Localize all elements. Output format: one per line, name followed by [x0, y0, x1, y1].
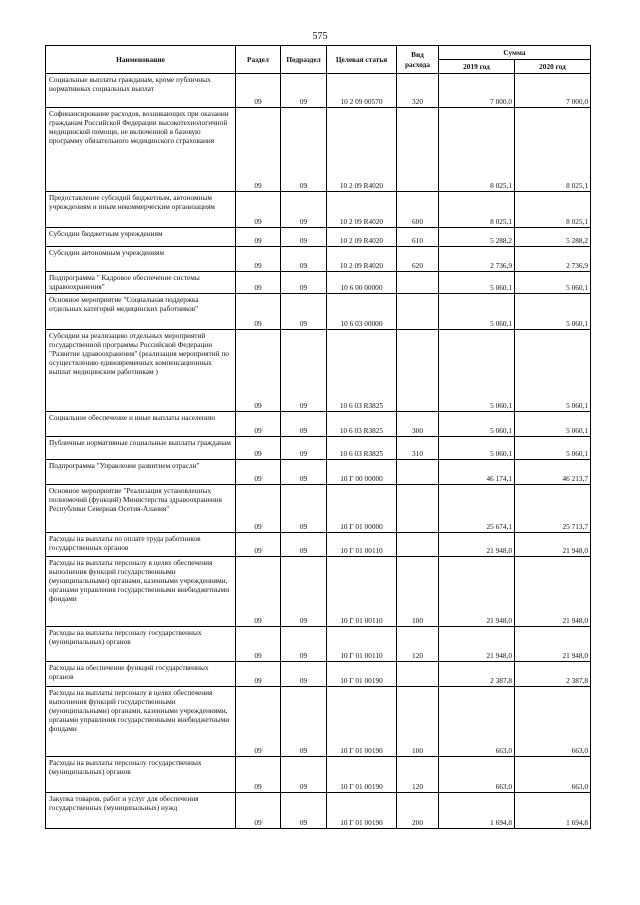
row-expense-type: 310: [397, 437, 439, 460]
row-subsection: 09: [281, 460, 327, 485]
row-name: [46, 687, 236, 757]
row-target-article: 10 Г 00 00000: [327, 460, 397, 485]
header-sum: Сумма: [439, 46, 591, 60]
row-sum-2019: 21 948,0: [439, 557, 515, 627]
row-target-article: 10 2 09 R4020: [327, 247, 397, 272]
row-sum-2020: 1 694,8: [515, 793, 591, 829]
row-section: 09: [236, 437, 281, 460]
row-target-article: 10 Г 01 00190: [327, 662, 397, 687]
row-section: 09: [236, 294, 281, 330]
row-target-article: 10 6 03 R3825: [327, 330, 397, 412]
row-subsection: 09: [281, 687, 327, 757]
row-sum-2020: 663,0: [515, 757, 591, 793]
row-expense-type: [397, 294, 439, 330]
row-sum-2020: 2 736,9: [515, 247, 591, 272]
row-name: [46, 460, 236, 485]
row-sum-2019: 663,0: [439, 757, 515, 793]
page-number: 575: [312, 31, 328, 42]
row-target-article: 10 2 09 R4020: [327, 192, 397, 228]
header-year-2020: 2020 год: [515, 60, 591, 74]
row-sum-2020: 5 060,1: [515, 272, 591, 294]
row-sum-2020: 8 025,1: [515, 108, 591, 192]
row-sum-2020: 7 000,0: [515, 74, 591, 108]
row-section: 09: [236, 228, 281, 247]
table-row: [46, 272, 591, 294]
row-subsection: 09: [281, 330, 327, 412]
row-sum-2019: 21 948,0: [439, 533, 515, 557]
row-expense-type: [397, 330, 439, 412]
row-name-text: Подпрограмма "Управление развитием отрасли": [49, 461, 200, 470]
row-sum-2019: 5 060,1: [439, 294, 515, 330]
row-sum-2019: 46 174,1: [439, 460, 515, 485]
row-expense-type: [397, 108, 439, 192]
row-sum-2020: 21 948,0: [515, 557, 591, 627]
row-name: [46, 533, 236, 557]
row-sum-2019: 2 387,8: [439, 662, 515, 687]
row-name-text: Расходы на выплаты персоналу государственных (муниципальных) органов: [49, 758, 202, 777]
row-section: 09: [236, 108, 281, 192]
row-section: 09: [236, 757, 281, 793]
row-name-text: Социальные выплаты гражданам, кроме публичных нормативных социальных выплат: [49, 75, 211, 94]
budget-table: [45, 45, 591, 829]
row-section: 09: [236, 330, 281, 412]
row-name-text: Расходы на выплаты по оплате труда работников государственных органов: [49, 534, 201, 553]
row-expense-type: [397, 272, 439, 294]
row-subsection: 09: [281, 272, 327, 294]
row-name: [46, 485, 236, 533]
row-name: [46, 108, 236, 192]
row-section: 09: [236, 662, 281, 687]
row-expense-type: 320: [397, 74, 439, 108]
row-name-text: Расходы на обеспечение функций государственных органов: [49, 663, 209, 682]
table-row: [46, 437, 591, 460]
row-subsection: 09: [281, 557, 327, 627]
row-subsection: 09: [281, 793, 327, 829]
row-section: 09: [236, 793, 281, 829]
row-subsection: 09: [281, 74, 327, 108]
header-section: Раздел: [236, 46, 281, 74]
row-expense-type: [397, 662, 439, 687]
row-name: [46, 557, 236, 627]
row-subsection: 09: [281, 627, 327, 662]
row-section: 09: [236, 687, 281, 757]
table-header: [46, 46, 591, 74]
table-row: [46, 533, 591, 557]
row-name: [46, 662, 236, 687]
row-expense-type: 610: [397, 228, 439, 247]
row-name: [46, 627, 236, 662]
row-sum-2020: 25 713,7: [515, 485, 591, 533]
table-row: [46, 74, 591, 108]
row-sum-2019: 2 736,9: [439, 247, 515, 272]
row-section: 09: [236, 557, 281, 627]
row-name: [46, 412, 236, 437]
table-row: [46, 192, 591, 228]
row-name: [46, 793, 236, 829]
row-expense-type: 200: [397, 793, 439, 829]
header-year-2019: 2019 год: [439, 60, 515, 74]
row-sum-2020: 663,0: [515, 687, 591, 757]
row-name: [46, 192, 236, 228]
row-expense-type: [397, 485, 439, 533]
row-sum-2020: 5 288,2: [515, 228, 591, 247]
row-expense-type: [397, 533, 439, 557]
row-sum-2020: 5 060,1: [515, 294, 591, 330]
row-sum-2020: 21 948,0: [515, 627, 591, 662]
row-sum-2020: 2 387,8: [515, 662, 591, 687]
row-name: [46, 757, 236, 793]
table-row: [46, 627, 591, 662]
row-name-text: Субсидии на реализацию отдельных мероприятий государственной программы Российской Федерации "Развитие здравоохранения" (реализация мероприятий по осуществлению единовременных компенсационных выплат медицинским работникам ): [49, 331, 229, 377]
row-name-text: Расходы на выплаты персоналу в целях обеспечения выполнения функций государственными (муниципальными) органами, казенными учреждениями, органами управления государственными внебюджетными фондами: [49, 688, 230, 734]
row-sum-2019: 5 060,1: [439, 412, 515, 437]
row-sum-2020: 5 060,1: [515, 330, 591, 412]
row-section: 09: [236, 272, 281, 294]
row-target-article: 10 Г 01 00000: [327, 485, 397, 533]
row-target-article: 10 Г 01 00190: [327, 793, 397, 829]
row-subsection: 09: [281, 412, 327, 437]
table-row: [46, 228, 591, 247]
row-name-text: Основное мероприятие "Реализация установленных полномочий (функций) Министерства здравоохранения Республики Северная Осетия-Алания": [49, 486, 223, 514]
table-row: [46, 757, 591, 793]
row-name-text: Софинансирование расходов, возникающих при оказании гражданам Российской Федерации высокотехнологичной медицинской помощи, не включенной в базовую программу обязательного медицинского страхования: [49, 109, 229, 146]
header-name: Наименование: [46, 46, 236, 74]
row-sum-2019: 8 025,1: [439, 192, 515, 228]
header-target-article: Целевая статья: [327, 46, 397, 74]
row-target-article: 10 2 09 R4020: [327, 228, 397, 247]
table-row: [46, 247, 591, 272]
row-sum-2020: 21 948,0: [515, 533, 591, 557]
table-row: [46, 412, 591, 437]
row-section: 09: [236, 460, 281, 485]
row-subsection: 09: [281, 485, 327, 533]
row-section: 09: [236, 533, 281, 557]
row-sum-2019: 5 060,1: [439, 272, 515, 294]
table-row: [46, 330, 591, 412]
row-sum-2019: 5 060,1: [439, 437, 515, 460]
row-target-article: 10 6 03 R3825: [327, 437, 397, 460]
row-sum-2019: 5 060,1: [439, 330, 515, 412]
row-expense-type: 300: [397, 412, 439, 437]
row-section: 09: [236, 627, 281, 662]
row-section: 09: [236, 192, 281, 228]
row-name: [46, 437, 236, 460]
row-sum-2019: 7 000,0: [439, 74, 515, 108]
row-name: [46, 228, 236, 247]
row-sum-2019: 25 674,1: [439, 485, 515, 533]
row-subsection: 09: [281, 192, 327, 228]
row-name-text: Предоставление субсидий бюджетным, автономным учреждениям и иным некоммерческим организациям: [49, 193, 215, 212]
row-subsection: 09: [281, 533, 327, 557]
row-subsection: 09: [281, 294, 327, 330]
row-name-text: Социальное обеспечение и иные выплаты населению: [49, 413, 216, 422]
row-name-text: Подпрограмма " Кадровое обеспечение системы здравоохранения": [49, 273, 200, 292]
row-name-text: Расходы на выплаты персоналу государственных (муниципальных) органов: [49, 628, 202, 647]
table-row: [46, 294, 591, 330]
row-expense-type: 100: [397, 557, 439, 627]
table-row: [46, 793, 591, 829]
row-name-text: Публичные нормативные социальные выплаты гражданам: [49, 438, 231, 447]
table-row: [46, 485, 591, 533]
row-subsection: 09: [281, 662, 327, 687]
row-section: 09: [236, 485, 281, 533]
row-name: [46, 272, 236, 294]
row-expense-type: 600: [397, 192, 439, 228]
row-sum-2019: 21 948,0: [439, 627, 515, 662]
row-target-article: 10 2 09 R4020: [327, 108, 397, 192]
row-name-text: Субсидии автономным учреждениям: [49, 248, 164, 257]
row-target-article: 10 Г 01 00110: [327, 533, 397, 557]
row-sum-2019: 1 694,8: [439, 793, 515, 829]
table-row: [46, 108, 591, 192]
row-name-text: Основное мероприятие "Социальная поддержка отдельных категорий медицинских работников": [49, 295, 199, 314]
header-expense-type: Вид расхода: [397, 46, 439, 74]
row-name: [46, 330, 236, 412]
row-target-article: 10 6 00 00000: [327, 272, 397, 294]
row-subsection: 09: [281, 757, 327, 793]
row-section: 09: [236, 412, 281, 437]
row-expense-type: 120: [397, 627, 439, 662]
row-sum-2020: 46 213,7: [515, 460, 591, 485]
table-body: [46, 74, 591, 829]
row-target-article: 10 6 03 R3825: [327, 412, 397, 437]
row-target-article: 10 Г 01 00110: [327, 557, 397, 627]
row-name-text: Субсидии бюджетным учреждениям: [49, 229, 163, 238]
row-expense-type: 620: [397, 247, 439, 272]
row-sum-2019: 5 288,2: [439, 228, 515, 247]
row-sum-2019: 663,0: [439, 687, 515, 757]
row-sum-2020: 5 060,1: [515, 412, 591, 437]
row-expense-type: 120: [397, 757, 439, 793]
table-row: [46, 662, 591, 687]
row-name: [46, 294, 236, 330]
table-row: [46, 460, 591, 485]
row-subsection: 09: [281, 228, 327, 247]
row-sum-2020: 5 060,1: [515, 437, 591, 460]
header-subsection: Подраздел: [281, 46, 327, 74]
row-target-article: 10 Г 01 00110: [327, 627, 397, 662]
row-name: [46, 247, 236, 272]
row-name: [46, 74, 236, 108]
row-expense-type: 100: [397, 687, 439, 757]
row-name-text: Закупка товаров, работ и услуг для обеспечения государственных (муниципальных) нужд: [49, 794, 199, 813]
row-subsection: 09: [281, 108, 327, 192]
row-expense-type: [397, 460, 439, 485]
row-subsection: 09: [281, 437, 327, 460]
row-name-text: Расходы на выплаты персоналу в целях обеспечения выполнения функций государственными (муниципальными) органами, казенными учреждениями, органами управления государственными внебюджетными фондами: [49, 558, 230, 604]
row-target-article: 10 6 03 00000: [327, 294, 397, 330]
row-target-article: 10 2 09 00570: [327, 74, 397, 108]
row-target-article: 10 Г 01 00190: [327, 687, 397, 757]
row-sum-2020: 8 025,1: [515, 192, 591, 228]
row-subsection: 09: [281, 247, 327, 272]
table-row: [46, 687, 591, 757]
row-section: 09: [236, 247, 281, 272]
row-sum-2019: 8 025,1: [439, 108, 515, 192]
row-section: 09: [236, 74, 281, 108]
row-target-article: 10 Г 01 00190: [327, 757, 397, 793]
table-row: [46, 557, 591, 627]
